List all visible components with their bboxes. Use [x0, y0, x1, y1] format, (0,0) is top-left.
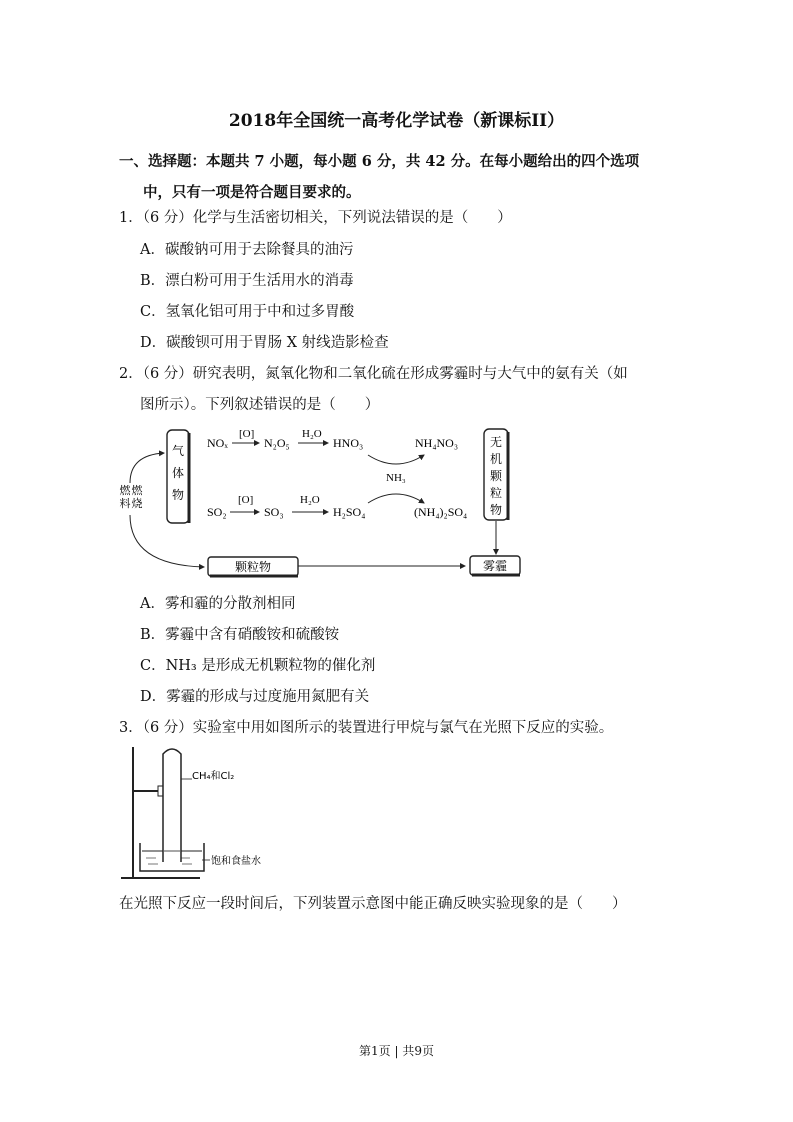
- q1-option-b: B．漂白粉可用于生活用水的消毒: [140, 273, 354, 289]
- q2-option-c: C．NH₃ 是形成无机颗粒物的催化剂: [140, 658, 376, 674]
- particle-label: 颗粒物: [234, 560, 272, 574]
- smog-label: 雾霾: [482, 559, 508, 573]
- oxidation-label-1: [O]: [239, 428, 255, 440]
- so3: SO₃: [264, 505, 284, 519]
- q2-option-b: B．雾霾中含有硝酸铵和硫酸铵: [140, 627, 340, 643]
- q2-smog-diagram: [118, 421, 530, 583]
- q3-water-label: 饱和食盐水: [211, 856, 261, 867]
- no-x: NOₓ: [207, 436, 228, 450]
- hno3: HNO₃: [333, 436, 364, 450]
- page-footer: 第1页 | 共9页: [359, 1044, 434, 1058]
- q3-stem: 3．（6 分）实验室中用如图所示的装置进行甲烷与氯气在光照下反应的实验。: [119, 720, 614, 736]
- q1-option-a: A．碳酸钠可用于去除餐具的油污: [140, 242, 354, 258]
- gas-char-2: 体: [171, 466, 185, 480]
- section-heading-line-2: 中，只有一项是符合题目要求的。: [143, 184, 361, 201]
- nh4-2-so4: (NH₄)₂SO₄: [414, 505, 468, 519]
- water-label-1: H₂O: [302, 428, 322, 440]
- fuel-char-2: 料: [119, 497, 131, 510]
- inorganic-char-3: 颗: [489, 469, 503, 483]
- q2-option-a: A．雾和霾的分散剂相同: [140, 596, 296, 612]
- q1-option-c: C．氢氧化铝可用于中和过多胃酸: [140, 304, 355, 320]
- q2-stem-line-1: 2．（6 分）研究表明，氮氧化物和二氧化硫在形成雾霾时与大气中的氨有关（如: [119, 366, 628, 382]
- gas-char-3: 物: [171, 488, 185, 502]
- water-label-2: H₂O: [300, 494, 320, 506]
- page-title: 2018年全国统一高考化学试卷（新课标II）: [228, 111, 565, 131]
- nh3-label: NH₃: [386, 472, 406, 484]
- h2so4: H₂SO₄: [333, 505, 366, 519]
- fuel-char-1: 燃: [119, 484, 131, 497]
- inorganic-char-5: 物: [489, 503, 503, 517]
- nh4no3: NH₄NO₃: [415, 436, 459, 450]
- n2o5: N₂O₅: [264, 436, 290, 450]
- q3-apparatus: [118, 744, 293, 884]
- fuel-char-3: 燃: [131, 484, 143, 497]
- gas-char-1: 气: [171, 444, 185, 458]
- q1-stem: 1．（6 分）化学与生活密切相关，下列说法错误的是（ ）: [119, 210, 512, 226]
- q3-question-line: 在光照下反应一段时间后，下列装置示意图中能正确反映实验现象的是（ ）: [119, 896, 627, 912]
- inorganic-char-2: 机: [489, 452, 503, 466]
- fuel-char-4: 烧: [131, 497, 143, 510]
- oxidation-label-2: [O]: [238, 494, 254, 506]
- inorganic-char-4: 粒: [489, 486, 503, 500]
- so2: SO₂: [207, 505, 227, 519]
- section-heading-line-1: 一、选择题：本题共 7 小题，每小题 6 分，共 42 分。在每小题给出的四个选项: [119, 153, 640, 170]
- q1-option-d: D．碳酸钡可用于胃肠 X 射线造影检查: [140, 335, 389, 351]
- q2-option-d: D．雾霾的形成与过度施用氮肥有关: [140, 689, 370, 705]
- q2-stem-line-2: 图所示）。下列叙述错误的是（ ）: [140, 397, 380, 413]
- q3-gas-label: CH₄和Cl₂: [192, 771, 235, 782]
- inorganic-char-1: 无: [489, 435, 503, 449]
- section-heading: [119, 146, 639, 208]
